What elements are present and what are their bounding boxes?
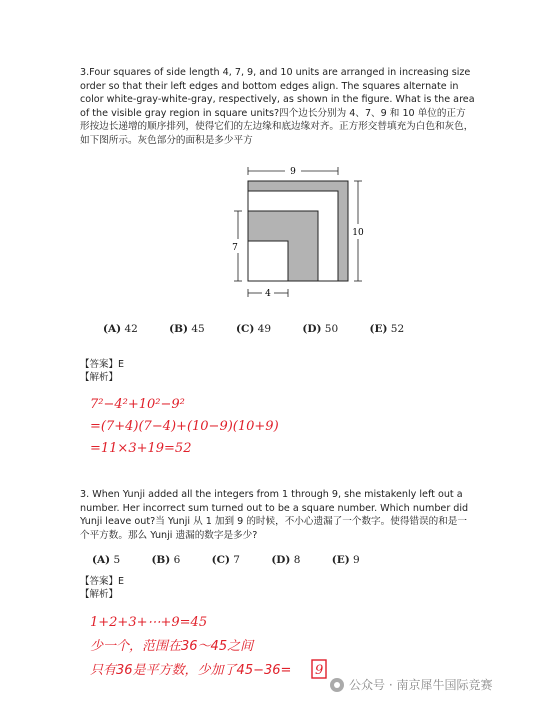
choice-c: (C) 7 [211, 554, 240, 566]
choice-c: (C) 49 [236, 323, 272, 335]
handwriting-line: 少一个，范围在36～45之间 [90, 639, 254, 654]
watermark [330, 676, 492, 693]
choice-b: (B) 6 [151, 554, 181, 566]
question-2 [80, 488, 475, 542]
question-2-answer-block [80, 575, 124, 601]
watermark-text: 公众号 · 南京犀牛国际竞赛 [349, 678, 493, 692]
squares-figure [228, 163, 368, 313]
answer-label: 【答案】E [80, 359, 125, 370]
analysis-label: 【解析】 [80, 589, 119, 600]
question-1-answer-block [80, 358, 124, 384]
label-left: 7 [232, 243, 238, 253]
handwriting-line: =11×3+19=52 [90, 441, 192, 456]
label-right: 10 [352, 228, 364, 238]
question-1-text-en: 3.Four squares of side length 4, 7, 9, and 10 units are arranged in increasing size order so that their left edges and bottom edges align. The squares alternate in color white-gray-white-gray, respectively, as shown in the figure. What is the area of the visible gray region in square units? [80, 67, 475, 119]
label-bottom: 4 [265, 289, 271, 299]
label-top: 9 [290, 167, 296, 177]
wechat-icon [330, 678, 344, 692]
choice-a: (A) 42 [103, 323, 138, 335]
analysis-label: 【解析】 [80, 372, 119, 383]
boxed-answer-value: 9 [315, 663, 324, 678]
question-1-text-cn: 四个边长分别为 4、7、9 和 10 单位的正方形按边长递增的顺序排列，使得它们的左边缘和底边缘对齐。正方形交替填充为白色和灰色，如下图所示。灰色部分的面积是多少平方 [80, 107, 474, 146]
handwriting-line: 只有36是平方数，少加了45−36= [90, 663, 292, 678]
question-1 [80, 66, 475, 147]
choice-a: (A) 5 [92, 554, 121, 566]
choice-e: (E) 52 [369, 323, 405, 335]
choice-d: (D) 50 [302, 323, 339, 335]
question-2-text-en: 3. When Yunji added all the integers from 1 through 9, she mistakenly left out a number. Her incorrect sum turned out to be a square number. Which number did Yunji leave out? [80, 489, 469, 527]
question-2-text-cn: 当 Yunji 从 1 加到 9 的时候，不小心遗漏了一个数字。使得错误的和是一个平方数。那么 Yunji 遗漏的数字是多少? [80, 516, 467, 541]
handwriting-line: =(7+4)(7−4)+(10−9)(10+9) [90, 419, 279, 434]
question-2-choices [92, 554, 388, 566]
handwriting-line: 1+2+3+⋯+9=45 [90, 615, 208, 630]
handwritten-solution-1 [88, 392, 288, 462]
choice-e: (E) 9 [331, 554, 360, 566]
handwritten-solution-2 [88, 608, 348, 686]
handwriting-line: 7²−4²+10²−9² [90, 397, 185, 412]
question-1-choices [103, 323, 432, 335]
choice-d: (D) 8 [271, 554, 301, 566]
answer-label: 【答案】E [80, 576, 125, 587]
choice-b: (B) 45 [169, 323, 205, 335]
square-4-white [248, 241, 288, 281]
